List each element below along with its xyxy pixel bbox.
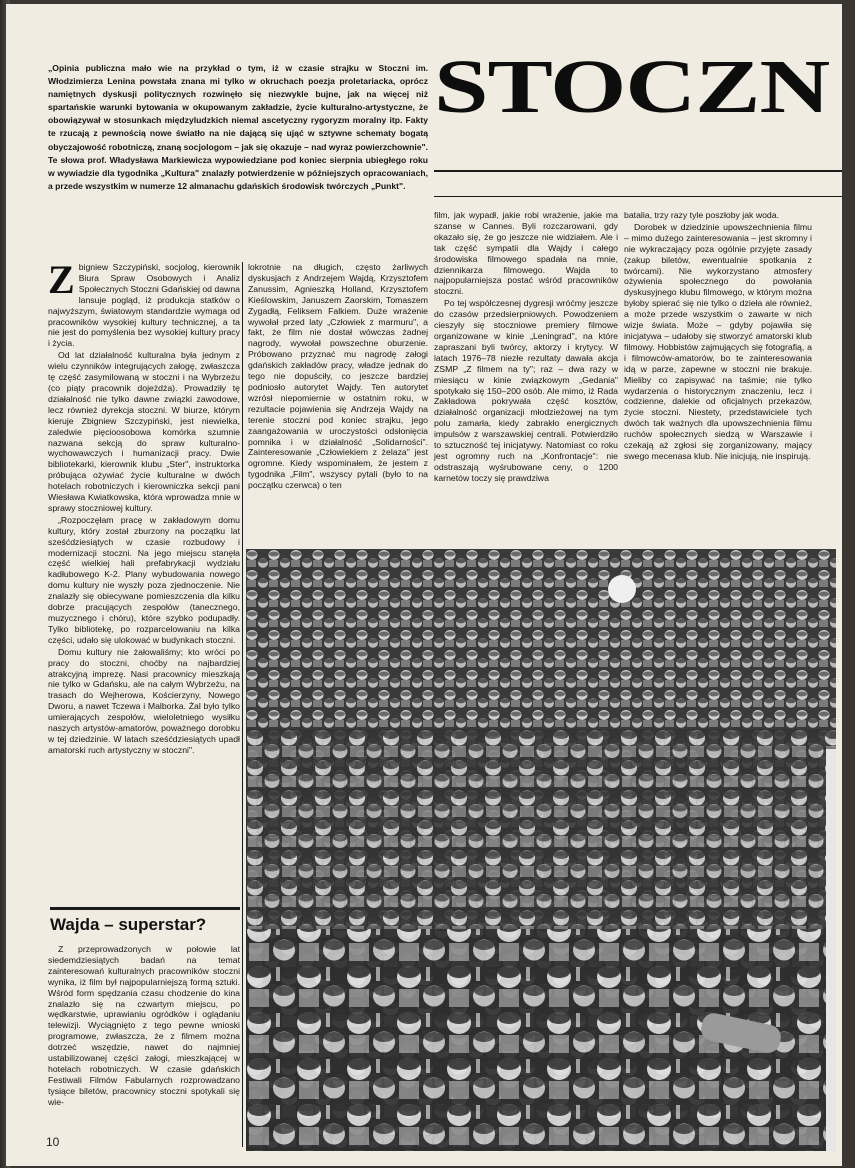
subheading: Wajda – superstar? bbox=[50, 907, 240, 940]
column-2 bbox=[248, 262, 428, 491]
column-2-paragraph-1: lokrotnie na długich, często żarliwych dyskusjach z Andrzejem Wajdą, Krzysztofem Zanussim, Agnieszką Holland, Krzysztofem Kieślowskim, Januszem Zaorskim, Tomaszem Zygadłą, Feliksem Falkiem. Duże wrażenie wywołał przed laty „Człowiek z marmuru", a fakt, że film nie dostał wówczas żadnej nagrody, wywołał powszechne oburzenie. Próbowano przyznać mu nagrodę załogi gdańskich zakładów pracy, władze jednak do tego nie dopuściły, co jeszcze bardziej podniosło autorytet Wajdy. Ten autorytet wzrósł niepomiernie w ostatnim roku, w rezultacie pojawienia się Andrzeja Wajdy na terenie stoczni pod koniec strajku, jego zaangażowania w uroczystości odsłonięcia pomnika i w działalność „Solidarności". Zainteresowanie „Człowiekiem z żelaza" jest ogromne. Kiedy wspominałem, że jestem z tygodnika „Film", wszyscy pytali (było to na początku czerwca) o ten bbox=[248, 262, 428, 491]
column-3-paragraph-1: film, jak wypadł, jakie robi wrażenie, jakie ma szanse w Cannes. Byli rozczarowani, gdy okazało się, że go jeszcze nie widziałem. Ale i tak część sympatii dla Wajdy i całego środowiska filmowego spadała na mnie, dziennikarza filmowego. Wajda to najpopularniejsza postać wśród pracowników stoczni. bbox=[434, 210, 618, 297]
column-4-paragraph-1: batalia, trzy razy tyle poszłoby jak woda. bbox=[624, 210, 779, 220]
column-divider bbox=[242, 262, 243, 1147]
drop-cap: Z bbox=[48, 257, 75, 302]
column-4-paragraph-2: Dorobek w dziedzinie upowszechnienia filmu – mimo dużego zainteresowania – jest skromny i nie wykraczający poza ogólnie przyjęte zasady (zakup biletów, ewentualnie spotkania z twórcami). Nie wykorzystano atmosfery ożywienia społecznego do powołania dyskusyjnego klubu filmowego, w którym można byłoby spierać się nie tylko o dzieła ale również, a może przede wszystkim o zawarte w nich wizje świata. Może – gdyby pojawiła się inicjatywa – udałoby się stworzyć amatorski klub filmowy. Hobbistów zajmujących się fotografią, a i filmowców-amatorów, bo te zainteresowania idą w parze, zapewne w stoczni nie brakuje. Mieliby co zapisywać na taśmie; nie tylko wydarzenia o historycznym znaczeniu, lecz i codzienne, dalekie od oficjalnych przekazów, życie stoczni. Niestety, przedstawiciele tych dwóch tak ważnych dla upowszechnienia filmu ruchów społecznych siedzą w Warszawie i czekają aż zgłosi się zorganizowany, mający swego mecenasa klub. Nie inicjują, nie inspirują. bbox=[624, 221, 812, 461]
lead-paragraph: „Opinia publiczna mało wie na przykład o tym, iż w czasie strajku w Stoczni im. Włodzimierza Lenina powstała znana mi tylko w okruchach poezja proletariacka, oprócz namiętnych dyskusji politycznych rozwinęło się niezwykle bujne, jak na więcej niż spartańskie warunki bytowania w okupowanym zakładzie, życie kulturalno-artystyczne, że obowiązywał w stosunkach międzyludzkich niemal ascetyczny rygoryzm moralny itp. Fakty te rzucają z pewnością nowe światło na nie dającą się ująć w sztywne schematy bogatą obyczajowość robotniczą, znaną socjologom – jak się okazuje – nad wyraz powierzchownie". Te słowa prof. Władysława Markiewicza wypowiedziane pod koniec sierpnia ubiegłego roku w wywiadzie dla tygodnika „Kultura" znalazły potwierdzenie w późniejszych opracowaniach, a przede wszystkim w numerze 12 almanachu gdańskich środowisk twórczych „Punkt". bbox=[48, 63, 428, 191]
column-1-paragraph-4: Domu kultury nie żałowaliśmy; kto wróci po pracy do stoczni, choćby na najbardziej atrakcyjną imprezę. Nasi pracownicy mieszkają nie tylko w Gdańsku, ale na całym Wybrzeżu, na trasach do Wejherowa, Kościerzyny, Nowego Dworu, a nawet Tczewa i Malborka. Żal było tylko umierających zespołów, wieloletniego wysiłku naszych artystów-amatorów, poważnego dorobku w tej dziedzinie. W latach sześćdziesiątych upadł amatorski ruch artystyczny w stoczni". bbox=[48, 646, 240, 755]
page-number: 10 bbox=[46, 1135, 60, 1149]
headline-rule bbox=[434, 170, 842, 172]
magazine-page bbox=[6, 4, 842, 1166]
crowd-photo-image bbox=[246, 549, 836, 1151]
headline-rule-thin bbox=[434, 196, 842, 197]
column-1-paragraph-1 bbox=[48, 257, 240, 349]
column-3 bbox=[434, 210, 618, 484]
column-1-paragraph-3: „Rozpoczęłam pracę w zakładowym domu kultury, który został zburzony na początku lat sześćdziesiątych w czasie rozbudowy i modernizacji stoczni. Na jego miejscu stanęła część wielkiej hali prefabrykacji wydziału kadłubowego K-2. Plany wybudowania nowego domu kultury nie wyszły poza zjednoczenie. Nie znalazły się obiecywane pomieszczenia dla kilku dobrze pracujących zespołów (tanecznego, muzycznego i chóru), które szybko podupadły. Tylko bibliotekę, po rozparcelowaniu na kilka części, udało się ulokować w budynkach stoczni. bbox=[48, 514, 240, 645]
column-1 bbox=[48, 257, 240, 756]
column-4 bbox=[624, 210, 812, 462]
crowd-photo bbox=[246, 549, 836, 1151]
column-1-paragraph-2: Od lat działalność kulturalna była jednym z wielu czynników integrujących załogę, zwłaszcza tę część zasymilowaną w stoczni i na Wybrzeżu (co piąty pracownik dojeżdża). Prowadziły tę działalność nie tylko dawne związki zawodowe, lecz również dyrekcja stoczni. W biurze, którym kieruje Zbigniew Szczypiński, jest niewielka, zaledwie pięcioosobowa komórka szumnie nazwana sekcją do spraw kulturalno-wychowawczych i humanizacji pracy. Dwie bibliotekarki, kierownik klubu „Ster", instruktorka próbująca ożywiać życie kulturalne w dwóch hotelach robotniczych i kierowniczka sekcji pani Wiesława Kwiatkowska, która wprowadza mnie w sprawy stoczniowej kultury. bbox=[48, 350, 240, 513]
column-1-paragraph-5: Z przeprowadzonych w połowie lat siedemdziesiątych badań na temat zainteresowań kulturalnych pracowników stoczni wynika, iż film był najpopularniejszą formą sztuki. Wśród form spędzania czasu chodzenie do kina znalazło się na czwartym miejscu, po wędkarstwie, uprawianiu ogródków i oglądaniu telewizji. Wyciągnięto z tego pewne wnioski programowe, zwłaszcza, że z filmem można dotrzeć wszędzie, nawet do najmniej ustabilizowanej części załogi, mieszkającej w hotelach robotniczych. W czasie gdańskich Festiwali Filmów Fabularnych rozprowadzano tysiące biletów, pracownicy stoczni spotykali się wie- bbox=[48, 944, 240, 1107]
column-1-paragraph-1-text: bigniew Szczypiński, socjolog, kierownik Biura Spraw Osobowych i Analiz Społecznych Stoczni Gdańskiej od dawna lansuje pogląd, iż produkcja statków o najwyższym, światowym standardzie wymaga od pracowników wysokiej kultury technicznej, a ta nie jest do pomyślenia bez wysokiej kultury pracy i życia. bbox=[48, 262, 240, 349]
column-3-paragraph-2: Po tej współczesnej dygresji wróćmy jeszcze do czasów przedsierpniowych. Powodzeniem cieszyły się stoczniowe premiery filmowe organizowane w kinie „Leningrad", na które zapraszani byli twórcy, aktorzy i krytycy. W latach 1976–78 niezłe rezultaty dawała akcja ZSMP „Z filmem na ty"; raz – dwa razy w miesiącu w kinie związkowym „Gedania" spotykało się 150–200 osób. Ale mimo, iż Rada Zakładowa pokrywała część kosztów, działalność organizacji młodzieżowej na tym polu zamarła, kiedy zabrakło energicznych impulsów z warszawskiej centrali. Potwierdziło to sztuczność tej inicjatywy. Natomiast co roku jest ogromny ruch na „Konfrontacje": nie odstraszają wyśrubowane ceny, o 1200 karnetów toczy się prawdziwa bbox=[434, 298, 618, 483]
column-1-continued bbox=[48, 944, 240, 1108]
headline: STOCZN bbox=[434, 44, 830, 130]
